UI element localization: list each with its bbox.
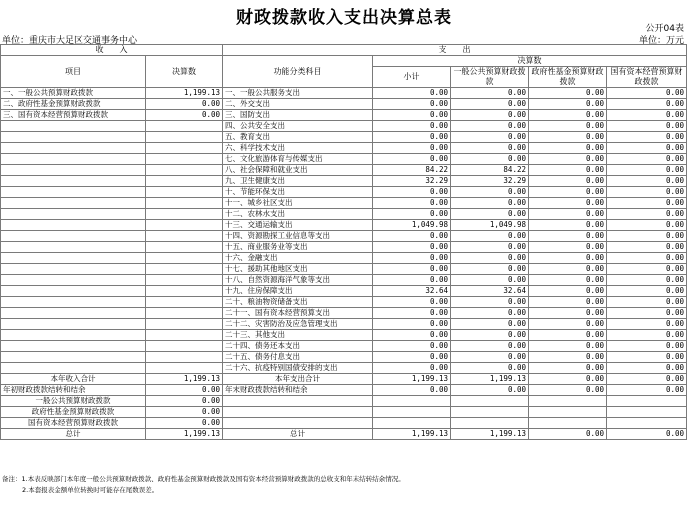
- fund-budget-value: 0.00: [529, 330, 607, 341]
- table-row: [1, 286, 687, 297]
- function-item: 十三、交通运输支出: [223, 220, 373, 231]
- income-item: [1, 264, 146, 275]
- income-item: [1, 341, 146, 352]
- subtotal-value: 0.00: [373, 264, 451, 275]
- function-item: 六、科学技术支出: [223, 143, 373, 154]
- subtotal-value: 32.64: [373, 286, 451, 297]
- total-income-label: 本年收入合计: [1, 374, 146, 385]
- income-amount: [146, 330, 223, 341]
- function-item: 二十四、债务还本支出: [223, 341, 373, 352]
- function-item: 四、公共安全支出: [223, 121, 373, 132]
- general-budget-value: 0.00: [451, 253, 529, 264]
- soe-budget-value: 0.00: [607, 297, 687, 308]
- carry-begin-value: 0.00: [146, 385, 223, 396]
- soe-budget-value: 0.00: [607, 264, 687, 275]
- carry-end-label: 年末财政拨款结转和结余: [223, 385, 373, 396]
- function-item: 十一、城乡社区支出: [223, 198, 373, 209]
- general-budget-value: 0.00: [451, 330, 529, 341]
- general-budget-value: 0.00: [451, 352, 529, 363]
- function-item: 二、外交支出: [223, 99, 373, 110]
- function-item: 十四、资源勘探工业信息等支出: [223, 231, 373, 242]
- subtotal-value: 0.00: [373, 187, 451, 198]
- fund-budget-value: 0.00: [529, 176, 607, 187]
- general-budget-value: 32.29: [451, 176, 529, 187]
- subtotal-value: 0.00: [373, 121, 451, 132]
- soe-budget-value: 0.00: [607, 143, 687, 154]
- income-amount: [146, 275, 223, 286]
- carry-item-label: 国有资本经营预算财政拨款: [1, 418, 146, 429]
- soe-budget-value: 0.00: [607, 242, 687, 253]
- soe-budget-value: 0.00: [607, 154, 687, 165]
- income-item: [1, 187, 146, 198]
- income-amount: [146, 297, 223, 308]
- table-row: [1, 264, 687, 275]
- subtotal-value: 0.00: [373, 308, 451, 319]
- soe-budget-value: 0.00: [607, 341, 687, 352]
- subtotal-value: 0.00: [373, 209, 451, 220]
- income-item: [1, 275, 146, 286]
- table-row: [1, 242, 687, 253]
- soe-budget-value: 0.00: [607, 308, 687, 319]
- general-budget-value: 0.00: [451, 341, 529, 352]
- empty-cell: [607, 418, 687, 429]
- subtotal-value: 0.00: [373, 231, 451, 242]
- income-item: [1, 297, 146, 308]
- empty-cell: [529, 396, 607, 407]
- grand-total-fund: 0.00: [529, 429, 607, 440]
- fund-budget-value: 0.00: [529, 231, 607, 242]
- general-budget-value: 0.00: [451, 132, 529, 143]
- general-budget-value: 0.00: [451, 121, 529, 132]
- function-item: 十五、商业服务业等支出: [223, 242, 373, 253]
- total-expense-general: 1,199.13: [451, 374, 529, 385]
- table-row: [1, 99, 687, 110]
- general-budget-value: 0.00: [451, 231, 529, 242]
- empty-cell: [373, 418, 451, 429]
- income-amount: [146, 264, 223, 275]
- income-amount: [146, 341, 223, 352]
- grand-total-income-value: 1,199.13: [146, 429, 223, 440]
- table-row: [1, 220, 687, 231]
- final-amount-header: 决算数: [373, 56, 687, 67]
- income-item: [1, 352, 146, 363]
- fund-budget-value: 0.00: [529, 308, 607, 319]
- carry-item-row: [1, 418, 687, 429]
- carry-item-value: 0.00: [146, 407, 223, 418]
- income-item: [1, 209, 146, 220]
- subtotal-value: 0.00: [373, 242, 451, 253]
- empty-cell: [373, 396, 451, 407]
- fund-budget-value: 0.00: [529, 286, 607, 297]
- general-budget-value: 0.00: [451, 99, 529, 110]
- empty-cell: [529, 407, 607, 418]
- fund-budget-value: 0.00: [529, 165, 607, 176]
- report-table: [0, 44, 687, 440]
- fund-budget-value: 0.00: [529, 143, 607, 154]
- subtotal-value: 0.00: [373, 319, 451, 330]
- fund-budget-value: 0.00: [529, 121, 607, 132]
- income-amount: 1,199.13: [146, 88, 223, 99]
- table-row: [1, 154, 687, 165]
- table-row: [1, 187, 687, 198]
- income-amount: [146, 253, 223, 264]
- unit-name: 单位：重庆市大足区交通事务中心: [2, 36, 138, 46]
- empty-cell: [607, 407, 687, 418]
- function-item: 十八、自然资源海洋气象等支出: [223, 275, 373, 286]
- income-amount: [146, 198, 223, 209]
- grand-total-general: 1,199.13: [451, 429, 529, 440]
- income-amount: [146, 352, 223, 363]
- general-budget-value: 84.22: [451, 165, 529, 176]
- subtotal-value: 32.29: [373, 176, 451, 187]
- income-item: [1, 363, 146, 374]
- fund-budget-value: 0.00: [529, 253, 607, 264]
- table-row: [1, 275, 687, 286]
- general-budget-value: 32.64: [451, 286, 529, 297]
- general-budget-value: 0.00: [451, 110, 529, 121]
- subtotal-value: 0.00: [373, 297, 451, 308]
- subtotal-value: 0.00: [373, 198, 451, 209]
- subtotal-value: 0.00: [373, 88, 451, 99]
- general-budget-value: 0.00: [451, 319, 529, 330]
- general-budget-value: 0.00: [451, 242, 529, 253]
- carry-item-label: 一般公共预算财政拨款: [1, 396, 146, 407]
- income-amount: 0.00: [146, 110, 223, 121]
- fund-budget-value: 0.00: [529, 264, 607, 275]
- subtotal-value: 0.00: [373, 110, 451, 121]
- amount-header: 决算数: [146, 56, 223, 88]
- fund-budget-value: 0.00: [529, 209, 607, 220]
- grand-total-subtotal: 1,199.13: [373, 429, 451, 440]
- subtotal-value: 1,049.98: [373, 220, 451, 231]
- income-amount: [146, 319, 223, 330]
- function-item: 八、社会保障和就业支出: [223, 165, 373, 176]
- table-row: [1, 352, 687, 363]
- general-budget-value: 0.00: [451, 275, 529, 286]
- table-row: [1, 176, 687, 187]
- soe-budget-value: 0.00: [607, 220, 687, 231]
- income-amount: [146, 165, 223, 176]
- table-row: [1, 308, 687, 319]
- carry-item-value: 0.00: [146, 418, 223, 429]
- function-item: 七、文化旅游体育与传媒支出: [223, 154, 373, 165]
- income-amount: [146, 176, 223, 187]
- total-expense-subtotal: 1,199.13: [373, 374, 451, 385]
- notes: [2, 474, 405, 496]
- general-budget-value: 0.00: [451, 154, 529, 165]
- income-item: [1, 121, 146, 132]
- income-item: [1, 253, 146, 264]
- fund-budget-value: 0.00: [529, 297, 607, 308]
- fund-budget-value: 0.00: [529, 99, 607, 110]
- subtotal-value: 0.00: [373, 341, 451, 352]
- soe-budget-value: 0.00: [607, 176, 687, 187]
- soe-budget-value: 0.00: [607, 253, 687, 264]
- general-budget-value: 0.00: [451, 187, 529, 198]
- income-item: [1, 231, 146, 242]
- grand-total-row: [1, 429, 687, 440]
- income-item: [1, 198, 146, 209]
- function-item: 十、节能环保支出: [223, 187, 373, 198]
- income-amount: [146, 132, 223, 143]
- carry-end-fund: 0.00: [529, 385, 607, 396]
- soe-budget-value: 0.00: [607, 363, 687, 374]
- total-row: [1, 374, 687, 385]
- income-item: 三、国有资本经营预算财政拨款: [1, 110, 146, 121]
- subtotal-value: 0.00: [373, 132, 451, 143]
- income-item: [1, 143, 146, 154]
- empty-cell: [373, 407, 451, 418]
- table-row: [1, 132, 687, 143]
- income-item: 二、政府性基金预算财政拨款: [1, 99, 146, 110]
- table-row: [1, 297, 687, 308]
- function-item: 二十一、国有资本经营预算支出: [223, 308, 373, 319]
- subtotal-header: 小计: [373, 67, 451, 88]
- subtotal-value: 0.00: [373, 352, 451, 363]
- total-expense-label: 本年支出合计: [223, 374, 373, 385]
- carry-item-row: [1, 407, 687, 418]
- currency-unit: 单位：万元: [638, 36, 684, 46]
- carry-end-subtotal: 0.00: [373, 385, 451, 396]
- income-amount: [146, 286, 223, 297]
- carry-end-general: 0.00: [451, 385, 529, 396]
- function-item: 一、一般公共服务支出: [223, 88, 373, 99]
- fund-budget-value: 0.00: [529, 242, 607, 253]
- empty-cell: [529, 418, 607, 429]
- soe-budget-value: 0.00: [607, 88, 687, 99]
- table-row: [1, 319, 687, 330]
- function-item: 九、卫生健康支出: [223, 176, 373, 187]
- table-row: [1, 110, 687, 121]
- income-item: [1, 132, 146, 143]
- fund-budget-value: 0.00: [529, 352, 607, 363]
- income-item: [1, 330, 146, 341]
- function-item: 二十六、抗疫特别国债安排的支出: [223, 363, 373, 374]
- income-amount: [146, 154, 223, 165]
- fund-budget-value: 0.00: [529, 275, 607, 286]
- income-amount: [146, 363, 223, 374]
- empty-cell: [451, 396, 529, 407]
- subtotal-value: 0.00: [373, 99, 451, 110]
- table-row: [1, 165, 687, 176]
- carry-end-soe: 0.00: [607, 385, 687, 396]
- fund-budget-value: 0.00: [529, 132, 607, 143]
- function-item: 十六、金融支出: [223, 253, 373, 264]
- income-item: [1, 220, 146, 231]
- income-item: [1, 176, 146, 187]
- fund-budget-value: 0.00: [529, 363, 607, 374]
- soe-budget-value: 0.00: [607, 330, 687, 341]
- function-item: 二十三、其他支出: [223, 330, 373, 341]
- income-amount: [146, 231, 223, 242]
- table-row: [1, 363, 687, 374]
- income-header: 收 入: [1, 45, 223, 56]
- empty-cell: [451, 418, 529, 429]
- carry-begin-label: 年初财政拨款结转和结余: [1, 385, 146, 396]
- income-amount: [146, 209, 223, 220]
- fund-budget-header: 政府性基金预算财政拨款: [529, 67, 607, 88]
- table-row: [1, 330, 687, 341]
- carry-row: [1, 385, 687, 396]
- fund-budget-value: 0.00: [529, 88, 607, 99]
- table-row: [1, 341, 687, 352]
- general-budget-value: 0.00: [451, 308, 529, 319]
- fund-budget-value: 0.00: [529, 341, 607, 352]
- income-amount: [146, 143, 223, 154]
- fund-budget-value: 0.00: [529, 220, 607, 231]
- soe-budget-value: 0.00: [607, 275, 687, 286]
- table-row: [1, 253, 687, 264]
- income-amount: [146, 242, 223, 253]
- soe-budget-header: 国有资本经营预算财政拨款: [607, 67, 687, 88]
- function-item: 二十、粮油物资储备支出: [223, 297, 373, 308]
- soe-budget-value: 0.00: [607, 231, 687, 242]
- table-row: [1, 88, 687, 99]
- income-item: [1, 286, 146, 297]
- total-expense-soe: 0.00: [607, 374, 687, 385]
- fund-budget-value: 0.00: [529, 198, 607, 209]
- carry-item-label: 政府性基金预算财政拨款: [1, 407, 146, 418]
- general-budget-value: 0.00: [451, 209, 529, 220]
- item-header: 项目: [1, 56, 146, 88]
- soe-budget-value: 0.00: [607, 99, 687, 110]
- function-item: 十九、住房保障支出: [223, 286, 373, 297]
- table-row: [1, 209, 687, 220]
- subtotal-value: 0.00: [373, 363, 451, 374]
- table-row: [1, 198, 687, 209]
- function-item: 五、教育支出: [223, 132, 373, 143]
- fund-budget-value: 0.00: [529, 110, 607, 121]
- grand-total-expense-label: 总计: [223, 429, 373, 440]
- general-budget-value: 0.00: [451, 198, 529, 209]
- function-item: 二十五、债务付息支出: [223, 352, 373, 363]
- function-item: 十七、援助其他地区支出: [223, 264, 373, 275]
- fund-budget-value: 0.00: [529, 154, 607, 165]
- table-row: [1, 121, 687, 132]
- empty-cell: [223, 418, 373, 429]
- soe-budget-value: 0.00: [607, 165, 687, 176]
- subtotal-value: 0.00: [373, 330, 451, 341]
- subtotal-value: 0.00: [373, 143, 451, 154]
- general-budget-value: 0.00: [451, 88, 529, 99]
- note-2: 2.本套报表金额单位转换时可能存在尾数误差。: [22, 486, 159, 494]
- subtotal-value: 0.00: [373, 275, 451, 286]
- subtotal-value: 0.00: [373, 253, 451, 264]
- report-title: 财政拨款收入支出决算总表: [236, 8, 452, 28]
- empty-cell: [223, 396, 373, 407]
- soe-budget-value: 0.00: [607, 121, 687, 132]
- income-amount: [146, 220, 223, 231]
- empty-cell: [223, 407, 373, 418]
- fund-budget-value: 0.00: [529, 319, 607, 330]
- function-item: 三、国防支出: [223, 110, 373, 121]
- income-amount: [146, 121, 223, 132]
- income-item: [1, 154, 146, 165]
- income-item: 一、一般公共预算财政拨款: [1, 88, 146, 99]
- general-budget-value: 1,049.98: [451, 220, 529, 231]
- table-code: 公开04表: [645, 24, 684, 34]
- soe-budget-value: 0.00: [607, 319, 687, 330]
- income-item: [1, 308, 146, 319]
- income-item: [1, 242, 146, 253]
- income-amount: [146, 187, 223, 198]
- general-budget-value: 0.00: [451, 297, 529, 308]
- total-income-value: 1,199.13: [146, 374, 223, 385]
- income-item: [1, 319, 146, 330]
- grand-total-soe: 0.00: [607, 429, 687, 440]
- general-budget-value: 0.00: [451, 143, 529, 154]
- table-row: [1, 143, 687, 154]
- general-budget-header: 一般公共预算财政拨款: [451, 67, 529, 88]
- soe-budget-value: 0.00: [607, 187, 687, 198]
- income-amount: [146, 308, 223, 319]
- soe-budget-value: 0.00: [607, 352, 687, 363]
- general-budget-value: 0.00: [451, 363, 529, 374]
- carry-item-value: 0.00: [146, 396, 223, 407]
- carry-item-row: [1, 396, 687, 407]
- function-item: 十二、农林水支出: [223, 209, 373, 220]
- soe-budget-value: 0.00: [607, 209, 687, 220]
- note-1: 备注：1.本表反映部门本年度一般公共预算财政拨款、政府性基金预算财政拨款及国有资本经营预算财政拨款的总收支和年末结转结余情况。: [2, 475, 405, 483]
- empty-cell: [607, 396, 687, 407]
- empty-cell: [451, 407, 529, 418]
- income-amount: 0.00: [146, 99, 223, 110]
- soe-budget-value: 0.00: [607, 286, 687, 297]
- subtotal-value: 84.22: [373, 165, 451, 176]
- table-row: [1, 231, 687, 242]
- fund-budget-value: 0.00: [529, 187, 607, 198]
- function-item-header: 功能分类科目: [223, 56, 373, 88]
- general-budget-value: 0.00: [451, 264, 529, 275]
- total-expense-fund: 0.00: [529, 374, 607, 385]
- soe-budget-value: 0.00: [607, 132, 687, 143]
- soe-budget-value: 0.00: [607, 198, 687, 209]
- grand-total-income-label: 总计: [1, 429, 146, 440]
- function-item: 二十二、灾害防治及应急管理支出: [223, 319, 373, 330]
- subtotal-value: 0.00: [373, 154, 451, 165]
- soe-budget-value: 0.00: [607, 110, 687, 121]
- income-item: [1, 165, 146, 176]
- expense-header: 支 出: [223, 45, 687, 56]
